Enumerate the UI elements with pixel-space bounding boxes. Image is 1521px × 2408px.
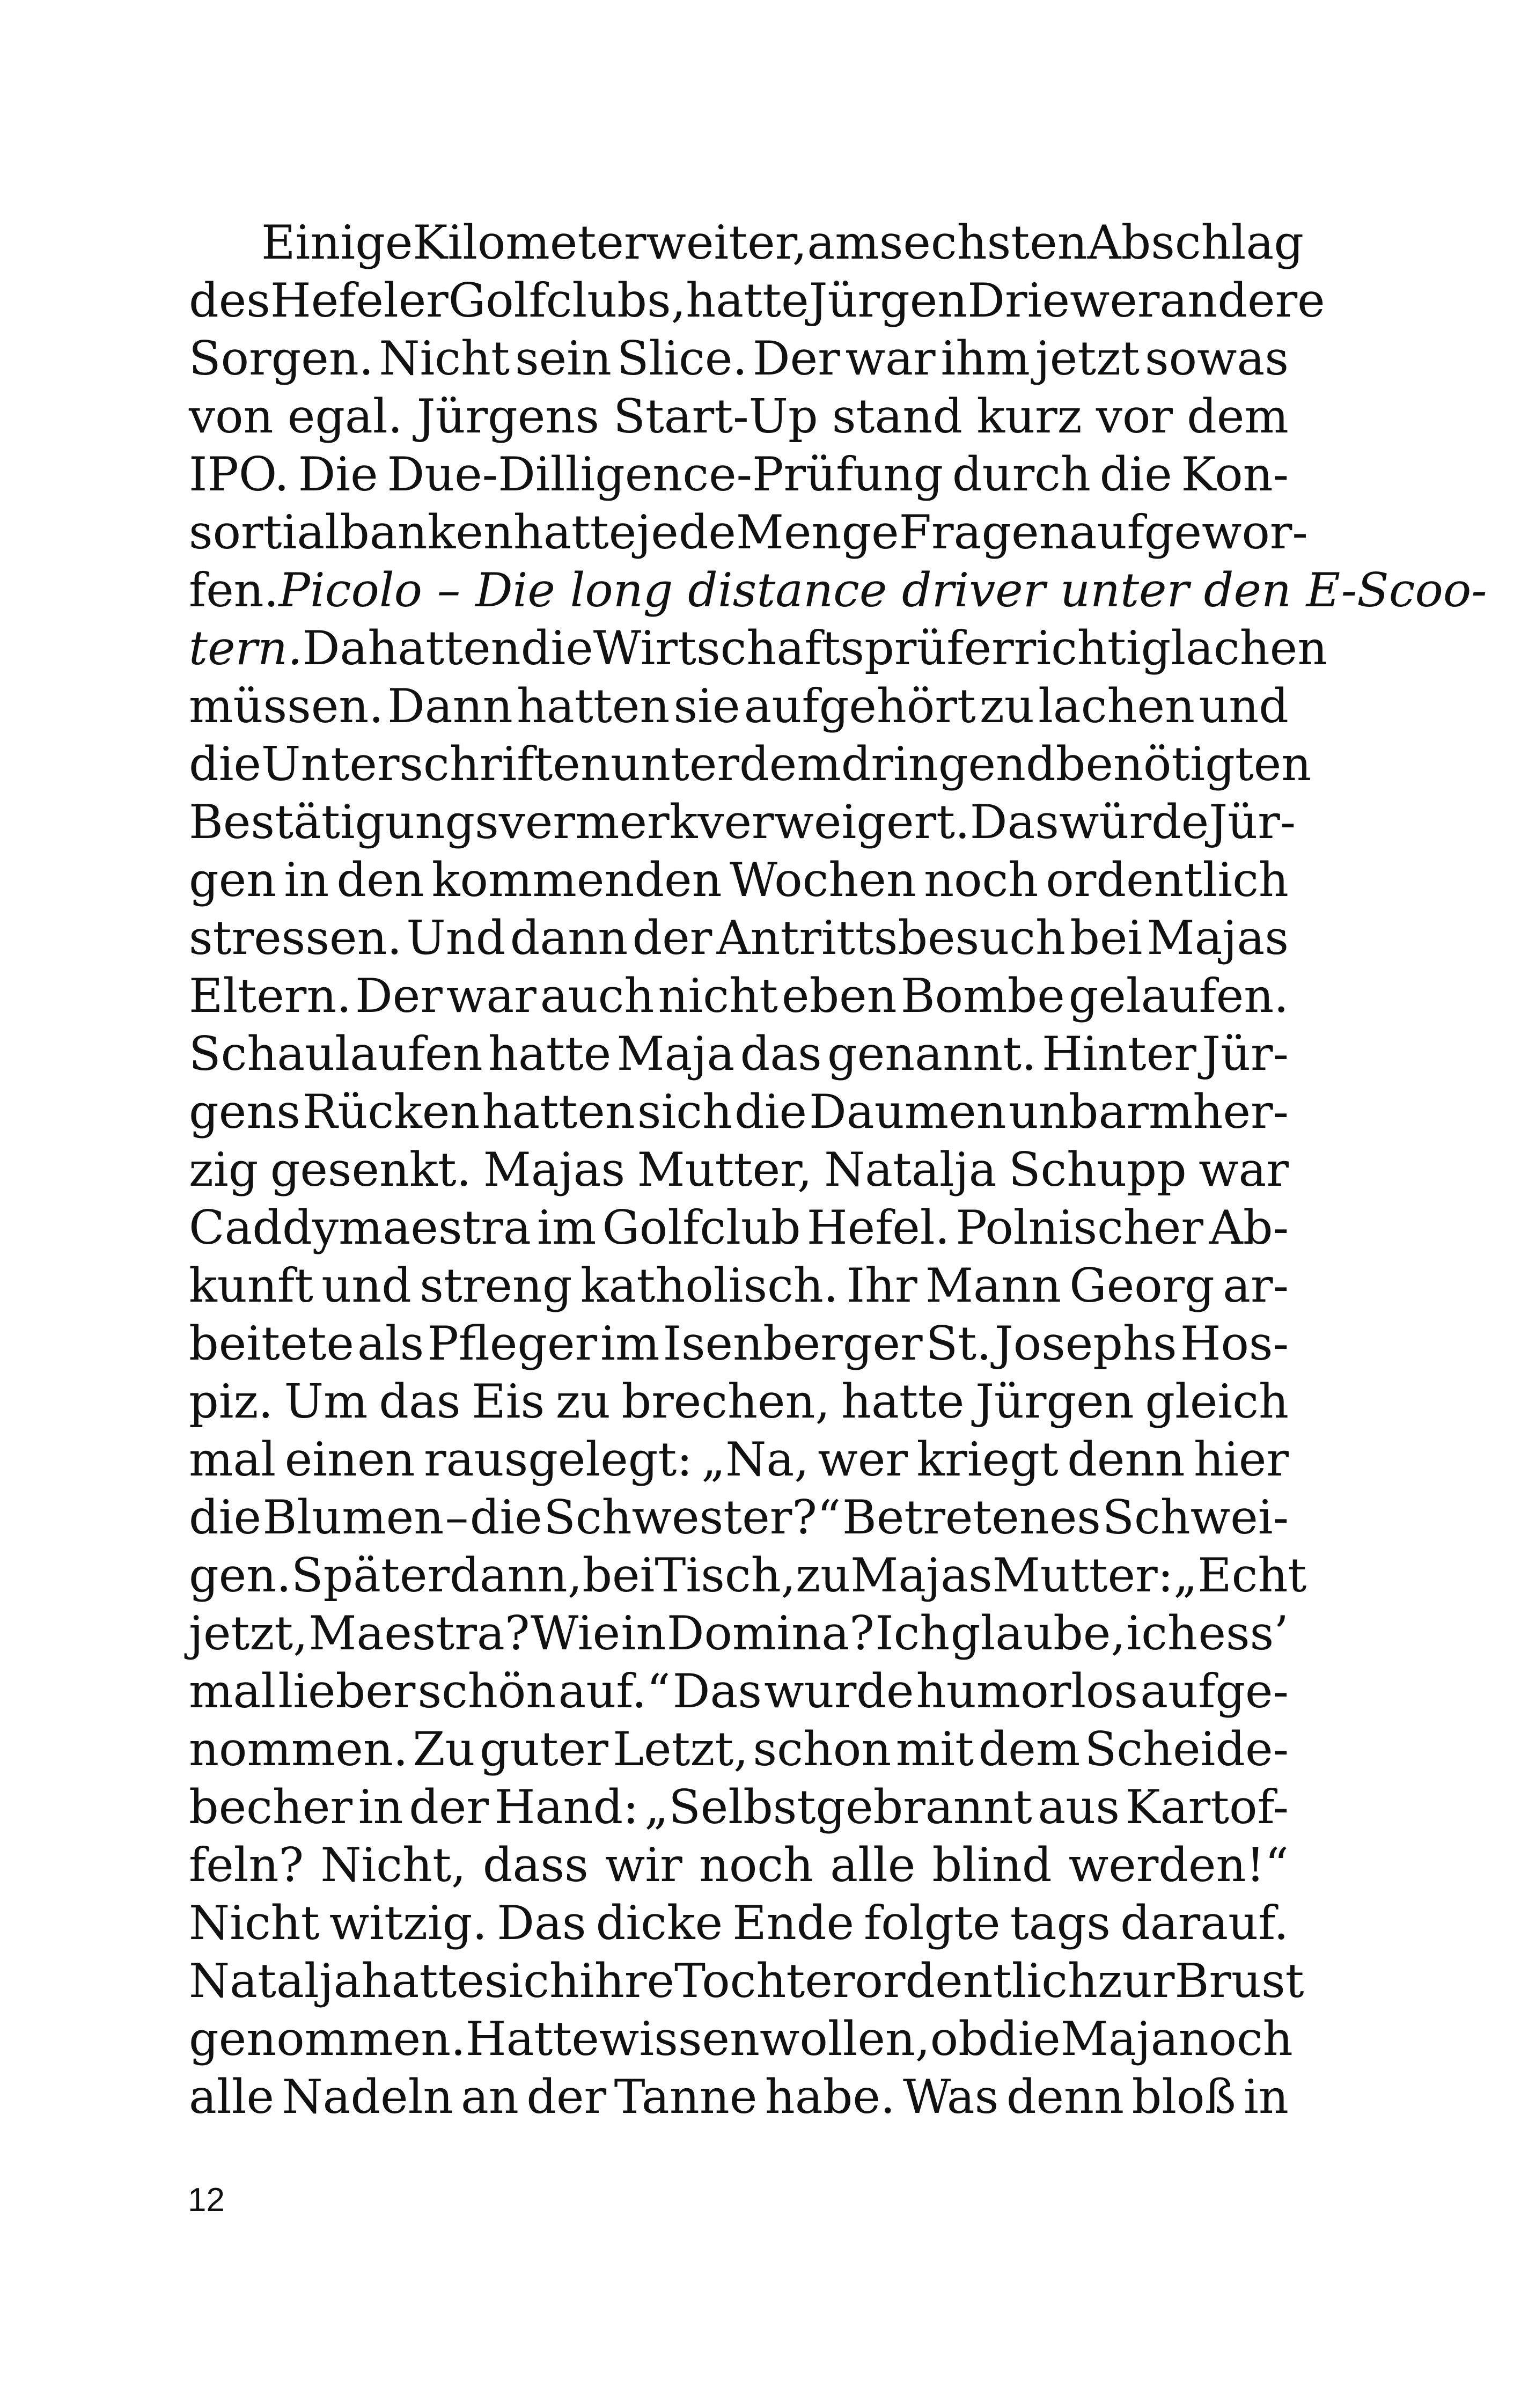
word: noch [1178, 2011, 1293, 2066]
text-line [189, 2010, 1293, 2068]
word: hatte [841, 1374, 965, 1429]
word: Schaulaufen [189, 1026, 483, 1081]
word: Rücken [302, 1084, 480, 1139]
word: „Selbstgebrannt [644, 1780, 1032, 1834]
word: witzig. [329, 1896, 488, 1950]
text-line [189, 735, 1312, 793]
word: hatten [482, 1084, 635, 1139]
word: hatte [361, 1954, 484, 2008]
text-line [189, 1604, 1289, 1662]
word: Antrittsbesuch [716, 911, 1066, 965]
word: dem [739, 737, 841, 791]
word: vor [1096, 389, 1173, 444]
word: guter [480, 1722, 608, 1776]
word: Golfclubs, [448, 273, 686, 328]
word: Kartof- [1125, 1780, 1289, 1834]
word: denn [1006, 2069, 1125, 2124]
word: zu [555, 1374, 611, 1429]
word: Hand: [494, 1780, 639, 1834]
word: Georg [1069, 1258, 1215, 1313]
word: Maestra? [308, 1606, 530, 1661]
word: Nicht [379, 331, 510, 386]
word: Eis [472, 1374, 545, 1429]
word: auf.“ [558, 1664, 671, 1719]
word: gens [189, 1084, 300, 1139]
word: Wie [530, 1606, 621, 1661]
text-line [189, 1315, 1289, 1372]
word: ich [1126, 1606, 1198, 1661]
word: in [1244, 2069, 1289, 2124]
word: mal [189, 1664, 276, 1719]
text-line [189, 619, 1328, 677]
word: Dann [387, 679, 513, 733]
word: Jür- [1202, 1026, 1289, 1081]
word: war [845, 331, 936, 386]
word: von [189, 389, 274, 444]
word: kurz [976, 389, 1082, 444]
word: eben [782, 968, 897, 1023]
word: Majas [1147, 911, 1289, 965]
word: Nicht [189, 1896, 320, 1950]
word: sortialbanken [189, 505, 513, 560]
word: Blumen [262, 1490, 444, 1545]
word: hatte [488, 1026, 612, 1081]
word: der [526, 2069, 607, 2124]
word: Kilometer [413, 215, 646, 270]
word: unbarmher- [1008, 1084, 1289, 1139]
word: IPO. [189, 447, 289, 502]
word: das [740, 1026, 822, 1081]
word: sowas [1144, 331, 1289, 386]
word: und [1199, 679, 1289, 733]
word: lachen [1171, 621, 1328, 676]
text-line [189, 445, 1289, 503]
page-number: 12 [188, 2182, 225, 2219]
word: zig [189, 1142, 259, 1197]
text-line [189, 214, 1304, 271]
word: folgte [864, 1896, 1001, 1950]
word: gleich [1145, 1374, 1289, 1429]
word: genommen. [189, 2011, 466, 2066]
word: Bombe [900, 968, 1065, 1023]
word: am [807, 215, 879, 270]
text-line [189, 1894, 1289, 1952]
text-line [189, 677, 1289, 735]
word: ordentlich [855, 1954, 1098, 2008]
word: Picolo – Die long distance driver unter den E-Scoo- [278, 563, 1487, 618]
text-line [189, 561, 1487, 619]
word: die [189, 737, 262, 791]
word: beitete [189, 1316, 354, 1371]
word: ihm [940, 331, 1030, 386]
word: zur [1097, 1954, 1175, 2008]
word: tern. [189, 621, 303, 676]
word: war [446, 968, 537, 1023]
word: wurde [764, 1664, 914, 1719]
word: Tochter [674, 1954, 855, 2008]
word: Da [302, 621, 368, 676]
word: der [409, 1780, 489, 1834]
word: Slice. [616, 331, 747, 386]
text-line [189, 1952, 1304, 2010]
word: Hinter [1042, 1026, 1196, 1081]
word: Schupp [1008, 1142, 1187, 1197]
word: benötigten [1055, 737, 1312, 791]
word: an [460, 2069, 519, 2124]
word: alle [189, 2069, 275, 2124]
word: aus [1038, 1780, 1120, 1834]
word: Natalja [189, 1954, 362, 2008]
word: Schwester?“ [543, 1490, 841, 1545]
word: Bestätigungsvermerk [189, 795, 698, 849]
word: Und [406, 911, 506, 965]
word: die [1099, 447, 1172, 502]
word: humorlos [916, 1664, 1138, 1719]
text-line [189, 793, 1296, 851]
text-line [189, 1488, 1289, 1546]
word: Hatte [465, 2011, 599, 2066]
word: Hos- [1180, 1316, 1289, 1371]
word: Natalja [824, 1142, 997, 1197]
word: blind [932, 1838, 1052, 1892]
word: fen. [189, 563, 279, 618]
word: Das [497, 1896, 586, 1950]
word: einen [284, 1432, 415, 1487]
word: ob [930, 2011, 988, 2066]
text-line [189, 1199, 1289, 1257]
word: sie [673, 679, 740, 733]
word: hatte [513, 505, 637, 560]
word: ar- [1223, 1258, 1289, 1313]
word: unter [610, 737, 740, 791]
word: Tisch, [655, 1548, 796, 1603]
body-text [189, 214, 1487, 2126]
word: Brust [1174, 1954, 1304, 2008]
word: bei [582, 1548, 655, 1603]
text-line [189, 851, 1289, 909]
word: Domina? [666, 1606, 875, 1661]
word: ess’ [1198, 1606, 1289, 1661]
word: in [621, 1606, 666, 1661]
word: dann, [450, 1548, 583, 1603]
word: „Echt [1173, 1548, 1307, 1603]
word: dann [510, 911, 628, 965]
word: Eltern. [189, 968, 352, 1023]
text-line [189, 1372, 1289, 1430]
word: ihre [579, 1954, 674, 2008]
word: sechsten [879, 215, 1088, 270]
word: Mann [925, 1258, 1061, 1313]
word: kunft [189, 1258, 313, 1313]
word: Nicht, [320, 1838, 466, 1892]
word: im [600, 1316, 660, 1371]
word: auch [540, 968, 655, 1023]
word: Majas [850, 1548, 993, 1603]
word: Zu [413, 1722, 475, 1776]
word: Josephs [994, 1316, 1177, 1371]
word: im [537, 1200, 597, 1255]
word: Schwei- [1102, 1490, 1289, 1545]
word: noch [699, 1838, 814, 1892]
word: jetzt, [189, 1606, 308, 1661]
word: in [284, 853, 329, 907]
word: kriegt [916, 1432, 1059, 1487]
word: weiter, [646, 215, 807, 270]
word: wir [605, 1838, 682, 1892]
word: darauf. [1120, 1896, 1289, 1950]
word: St. [925, 1316, 991, 1371]
word: Abschlag [1087, 215, 1304, 270]
word: Unterschriften [261, 737, 611, 791]
word: Scheide- [1084, 1722, 1289, 1776]
word: gen. [189, 1548, 291, 1603]
word: Jürgen [975, 1374, 1134, 1429]
text-line [189, 967, 1289, 1025]
word: Majas [483, 1142, 626, 1197]
word: egal. [287, 389, 403, 444]
word: Maja [616, 1026, 735, 1081]
word: bei [1070, 911, 1143, 965]
word: Der [752, 331, 840, 386]
word: Hefel. [806, 1200, 950, 1255]
word: jede [636, 505, 736, 560]
word: durch [952, 447, 1091, 502]
word: katholisch. [580, 1258, 839, 1313]
word: Caddymaestra [189, 1200, 531, 1255]
word: nicht [658, 968, 778, 1023]
word: aufge- [1140, 1664, 1289, 1719]
text-line [189, 1662, 1289, 1720]
word: glaube, [950, 1606, 1126, 1661]
word: verweigert. [697, 795, 970, 849]
word: Ihr [846, 1258, 917, 1313]
word: „Na, [701, 1432, 809, 1487]
word: gelaufen. [1068, 968, 1289, 1023]
word: hatten [517, 679, 670, 733]
text-line [189, 909, 1289, 967]
word: die [734, 1084, 807, 1139]
text-line [189, 1546, 1307, 1604]
text-line [189, 1083, 1289, 1141]
word: hatten [368, 621, 521, 676]
word: kommenden [431, 853, 722, 907]
word: hatte [686, 273, 809, 328]
word: sich [637, 1084, 732, 1139]
word: Das [672, 1664, 762, 1719]
word: stand [832, 389, 963, 444]
word: Golfclub [602, 1200, 801, 1255]
word: die [520, 621, 593, 676]
word: Start-Up [613, 389, 818, 444]
text-line [189, 387, 1289, 445]
word: des [189, 273, 270, 328]
text-line [189, 329, 1289, 387]
word: mit [895, 1722, 974, 1776]
word: zu [980, 679, 1034, 733]
word: lachen [1038, 679, 1195, 733]
word: Kon- [1181, 447, 1289, 502]
word: Driewer [967, 273, 1160, 328]
word: die [469, 1490, 542, 1545]
word: schön [417, 1664, 556, 1719]
word: – [445, 1490, 469, 1545]
word: dem [1187, 389, 1289, 444]
word: Daumen [809, 1084, 1006, 1139]
word: zu [796, 1548, 851, 1603]
word: stressen. [189, 911, 402, 965]
word: wer [818, 1432, 908, 1487]
word: schon [753, 1722, 892, 1776]
word: becher [189, 1780, 353, 1834]
text-line [189, 271, 1325, 329]
word: Ende [732, 1896, 854, 1950]
word: alle [830, 1838, 916, 1892]
word: aufgewor- [1069, 505, 1308, 560]
word: Die [298, 447, 378, 502]
text-line [189, 1778, 1289, 1836]
word: Jürgen [809, 273, 968, 328]
word: richtig [1013, 621, 1171, 676]
word: noch [924, 853, 1039, 907]
text-line [189, 1836, 1289, 1894]
word: Das [969, 795, 1059, 849]
word: als [357, 1316, 424, 1371]
word: würde [1059, 795, 1209, 849]
word: Polnischer [956, 1200, 1203, 1255]
word: gen [189, 853, 277, 907]
word: mal [189, 1432, 276, 1487]
word: Später [291, 1548, 450, 1603]
text-line [189, 1257, 1289, 1315]
word: feln? [189, 1838, 304, 1892]
word: Wochen [729, 853, 916, 907]
text-line [189, 1025, 1289, 1083]
word: genannt. [827, 1026, 1037, 1081]
word: gesenkt. [270, 1142, 472, 1197]
word: nommen. [189, 1722, 408, 1776]
word: war [1199, 1142, 1289, 1197]
word: ordentlich [1046, 853, 1289, 907]
word: streng [420, 1258, 572, 1313]
word: rausgelegt: [424, 1432, 693, 1487]
word: Was [902, 2069, 999, 2124]
word: Nadeln [282, 2069, 453, 2124]
word: tags [1010, 1896, 1111, 1950]
word: Der [355, 968, 443, 1023]
word: sich [484, 1954, 580, 2008]
word: bloß [1131, 2069, 1236, 2124]
word: wissen [599, 2011, 760, 2066]
word: Due-Dilligence-Prüfung [387, 447, 944, 502]
word: Ich [875, 1606, 950, 1661]
word: in [358, 1780, 403, 1834]
word: und [321, 1258, 412, 1313]
word: Sorgen. [189, 331, 374, 386]
word: müssen. [189, 679, 384, 733]
word: dem [978, 1722, 1081, 1776]
word: Isenberger [663, 1316, 923, 1371]
word: die [189, 1490, 262, 1545]
word: Maja [1060, 2011, 1179, 2066]
word: piz. [189, 1374, 274, 1429]
word: Tanne [614, 2069, 758, 2124]
word: habe. [765, 2069, 895, 2124]
text-line [189, 1141, 1289, 1199]
word: sein [515, 331, 612, 386]
word: Um [284, 1374, 368, 1429]
word: andere [1159, 273, 1325, 328]
word: Mutter, [637, 1142, 812, 1197]
word: die [988, 2011, 1061, 2066]
text-line [189, 503, 1308, 561]
word: Jür- [1209, 795, 1296, 849]
text-line [189, 1430, 1289, 1488]
word: Jürgens [416, 389, 599, 444]
word: aufgehört [744, 679, 976, 733]
word: das [379, 1374, 461, 1429]
word: wollen, [760, 2011, 930, 2066]
word: Letzt, [613, 1722, 748, 1776]
word: Hefeler [270, 273, 449, 328]
text-line [189, 2068, 1289, 2126]
word: Mutter: [992, 1548, 1174, 1603]
word: dicke [596, 1896, 723, 1950]
word: brechen, [621, 1374, 831, 1429]
word: den [336, 853, 424, 907]
word: Ab- [1209, 1200, 1289, 1255]
word: Einige [261, 215, 413, 270]
word: dass [482, 1838, 589, 1892]
word: der [632, 911, 712, 965]
word: Fragen [899, 505, 1069, 560]
word: werden!“ [1068, 1838, 1289, 1892]
word: Wirtschaftsprüfer [593, 621, 1014, 676]
word: denn [1067, 1432, 1185, 1487]
word: dringend [841, 737, 1056, 791]
word: Pfleger [427, 1316, 598, 1371]
text-line [189, 1720, 1289, 1778]
word: Betretenes [842, 1490, 1101, 1545]
word: lieber [278, 1664, 416, 1719]
word: Menge [736, 505, 899, 560]
word: hier [1193, 1432, 1289, 1487]
word: jetzt [1035, 331, 1140, 386]
